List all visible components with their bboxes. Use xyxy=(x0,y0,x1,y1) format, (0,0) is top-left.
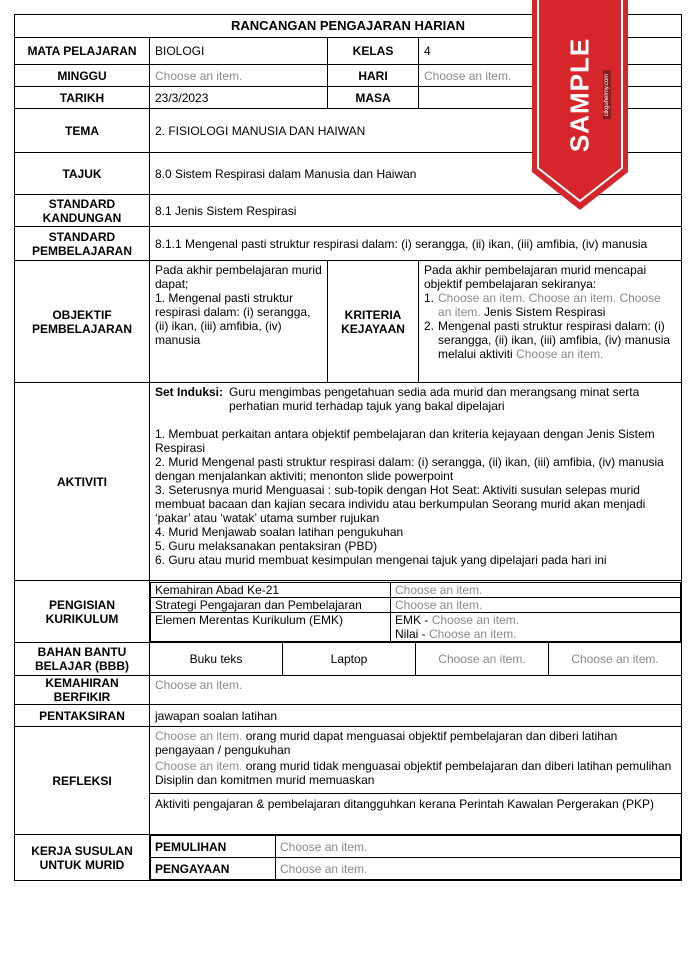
label-tema: TEMA xyxy=(15,109,150,153)
set-induksi xyxy=(155,385,676,413)
label-standard-pembelajaran: STANDARD PEMBELAJARAN xyxy=(15,227,150,261)
pengisian-strategi-value[interactable]: Choose an item. xyxy=(391,597,681,612)
nilai-label: Nilai - xyxy=(395,626,426,641)
pengisian-emk-values xyxy=(391,612,681,641)
set-induksi-label: Set Induksi: xyxy=(155,385,224,399)
label-minggu: MINGGU xyxy=(15,65,150,87)
label-hari: HARI xyxy=(328,65,419,87)
field-pengayaan[interactable]: Choose an item. xyxy=(276,858,681,880)
sample-ribbon xyxy=(530,0,630,212)
pengisian-abad21-label: Kemahiran Abad Ke-21 xyxy=(151,582,391,597)
kriteria-num-1: 1. xyxy=(424,291,435,305)
label-kerja-susulan: KERJA SUSULAN UNTUK MURID xyxy=(15,835,150,881)
label-tajuk: TAJUK xyxy=(15,153,150,195)
aktiviti-item: 4. Murid Menjawab soalan latihan pengukuhan xyxy=(155,525,404,539)
label-kemahiran-berfikir: KEMAHIRAN BERFIKIR xyxy=(15,676,150,705)
field-tarikh[interactable]: 23/3/2023 xyxy=(150,87,328,109)
field-kelas[interactable]: 4 xyxy=(419,38,682,65)
label-refleksi: REFLEKSI xyxy=(15,727,150,835)
field-hari[interactable]: Choose an item. xyxy=(419,65,682,87)
field-minggu[interactable]: Choose an item. xyxy=(150,65,328,87)
kriteria-text-1: Jenis Sistem Respirasi xyxy=(484,305,606,319)
objektif-item: 1. Mengenal pasti struktur respirasi dalam: (i) serangga, (ii) ikan, (iii) amfibia, (iv) manusia xyxy=(155,291,311,347)
label-bbb: BAHAN BANTU BELAJAR (BBB) xyxy=(15,643,150,676)
refleksi-pkp[interactable]: Aktiviti pengajaran & pembelajaran ditangguhkan kerana Perintah Kawalan Pergerakan (PKP) xyxy=(155,797,654,811)
refleksi-text-1: orang murid dapat menguasai objektif pembelajaran dan diberi latihan pengayaan / pengukuhan xyxy=(155,729,618,757)
refleksi-dapat[interactable] xyxy=(150,727,681,757)
bbb-item[interactable]: Choose an item. xyxy=(571,652,659,666)
bbb-table xyxy=(150,643,681,675)
ribbon-text: SAMPLE xyxy=(564,37,595,153)
label-mata-pelajaran: MATA PELAJARAN xyxy=(15,38,150,65)
kriteria-item-2 xyxy=(424,319,676,361)
label-masa: MASA xyxy=(328,87,419,109)
field-standard-pembelajaran[interactable]: 8.1.1 Mengenal pasti struktur respirasi dalam: (i) serangga, (ii) ikan, (iii) amfibia, (iv) manusia xyxy=(150,227,682,261)
field-pentaksiran[interactable]: jawapan soalan latihan xyxy=(150,705,682,727)
field-tajuk[interactable]: 8.0 Sistem Respirasi dalam Manusia dan Haiwan xyxy=(150,153,682,195)
kriteria-placeholder-2[interactable]: Choose an item. xyxy=(516,347,604,361)
field-mata-pelajaran[interactable]: BIOLOGI xyxy=(150,38,328,65)
field-kriteria[interactable] xyxy=(419,261,682,383)
aktiviti-item: 1. Membuat perkaitan antara objektif pembelajaran dan kriteria kejayaan dengan Jenis Sistem Respirasi xyxy=(155,427,655,455)
label-tarikh: TARIKH xyxy=(15,87,150,109)
field-pemulihan[interactable]: Choose an item. xyxy=(276,836,681,858)
label-kriteria: KRITERIA KEJAYAAN xyxy=(328,261,419,383)
field-standard-kandungan[interactable]: 8.1 Jenis Sistem Respirasi xyxy=(150,195,682,227)
field-refleksi xyxy=(150,727,682,835)
refleksi-placeholder-1[interactable]: Choose an item. xyxy=(155,729,243,743)
label-pemulihan: PEMULIHAN xyxy=(151,836,276,858)
aktiviti-item: 3. Seterusnya murid Menguasai : sub-topik dengan Hot Seat: Aktiviti susulan selepas murid membuat bacaan dan kajian secara individu atau berkumpulan Seorang murid akan menjadi ‘pakar’ atau ‘watak’ utama sumber rujukan xyxy=(155,483,646,525)
kriteria-item-1 xyxy=(424,291,676,319)
label-pengayaan: PENGAYAAN xyxy=(151,858,276,880)
pengisian-abad21-value[interactable]: Choose an item. xyxy=(391,582,681,597)
bbb-item[interactable]: Laptop xyxy=(283,643,416,675)
field-bbb xyxy=(150,643,682,676)
refleksi-text-2: orang murid tidak menguasai objektif pembelajaran dan diberi latihan pemulihan Disiplin dan komitmen murid memuaskan xyxy=(155,759,672,787)
aktiviti-item: 5. Guru melaksanakan pentaksiran (PBD) xyxy=(155,539,378,553)
nilai-value[interactable]: Choose an item. xyxy=(429,626,517,641)
label-pengisian-kurikulum: PENGISIAN KURIKULUM xyxy=(15,581,150,643)
label-objektif: OBJEKTIF PEMBELAJARAN xyxy=(15,261,150,383)
pengisian-emk-label: Elemen Merentas Kurikulum (EMK) xyxy=(151,612,391,641)
kriteria-text-2: Mengenal pasti struktur respirasi dalam: (i) serangga, (ii) ikan, (iii) amfibia, (iv) manusia melalui aktiviti xyxy=(438,319,671,361)
field-kerja-susulan xyxy=(150,835,682,881)
kriteria-num-2: 2. xyxy=(424,319,435,333)
kerja-table xyxy=(150,835,681,880)
pengisian-strategi-label: Strategi Pengajaran dan Pembelajaran xyxy=(151,597,391,612)
refleksi-tidak[interactable] xyxy=(150,757,681,794)
aktiviti-item: 2. Murid Mengenal pasti struktur respirasi dalam: (i) serangga, (ii) ikan, (iii) amfibia, (iv) manusia dengan menjalankan aktiviti; menonton slide powerpoint xyxy=(155,455,664,483)
label-aktiviti: AKTIVITI xyxy=(15,383,150,581)
ribbon-subtext: cikguhelmy.com xyxy=(603,71,611,120)
field-tema[interactable]: 2. FISIOLOGI MANUSIA DAN HAIWAN xyxy=(150,109,682,153)
aktiviti-item: 6. Guru atau murid membuat kesimpulan mengenai tajuk yang dipelajari pada hari ini xyxy=(155,553,607,567)
emk-value[interactable]: Choose an item. xyxy=(431,612,520,627)
kriteria-placeholder-1[interactable]: Choose an item. Choose an item. Choose an item. xyxy=(438,291,661,319)
pengisian-table xyxy=(150,582,681,642)
page-title: RANCANGAN PENGAJARAN HARIAN xyxy=(15,15,682,38)
kriteria-intro: Pada akhir pembelajaran murid mencapai objektif pembelajaran sekiranya: xyxy=(424,263,647,291)
label-kelas: KELAS xyxy=(328,38,419,65)
field-objektif[interactable] xyxy=(150,261,328,383)
set-induksi-text: Guru mengimbas pengetahuan sedia ada murid dan merangsang minat serta perhatian murid terhadap tajuk yang bakal dipelajari xyxy=(229,385,640,413)
label-pentaksiran: PENTAKSIRAN xyxy=(15,705,150,727)
field-pengisian xyxy=(150,581,682,643)
field-kemahiran-berfikir[interactable]: Choose an item. xyxy=(150,676,682,705)
refleksi-placeholder-2[interactable]: Choose an item. xyxy=(155,759,243,773)
bbb-item[interactable]: Choose an item. xyxy=(416,643,549,675)
bbb-item[interactable]: Buku teks xyxy=(150,643,283,675)
emk-label: EMK - xyxy=(395,612,429,627)
field-aktiviti[interactable] xyxy=(150,383,682,581)
label-standard-kandungan: STANDARD KANDUNGAN xyxy=(15,195,150,227)
objektif-intro: Pada akhir pembelajaran murid dapat; xyxy=(155,263,322,291)
